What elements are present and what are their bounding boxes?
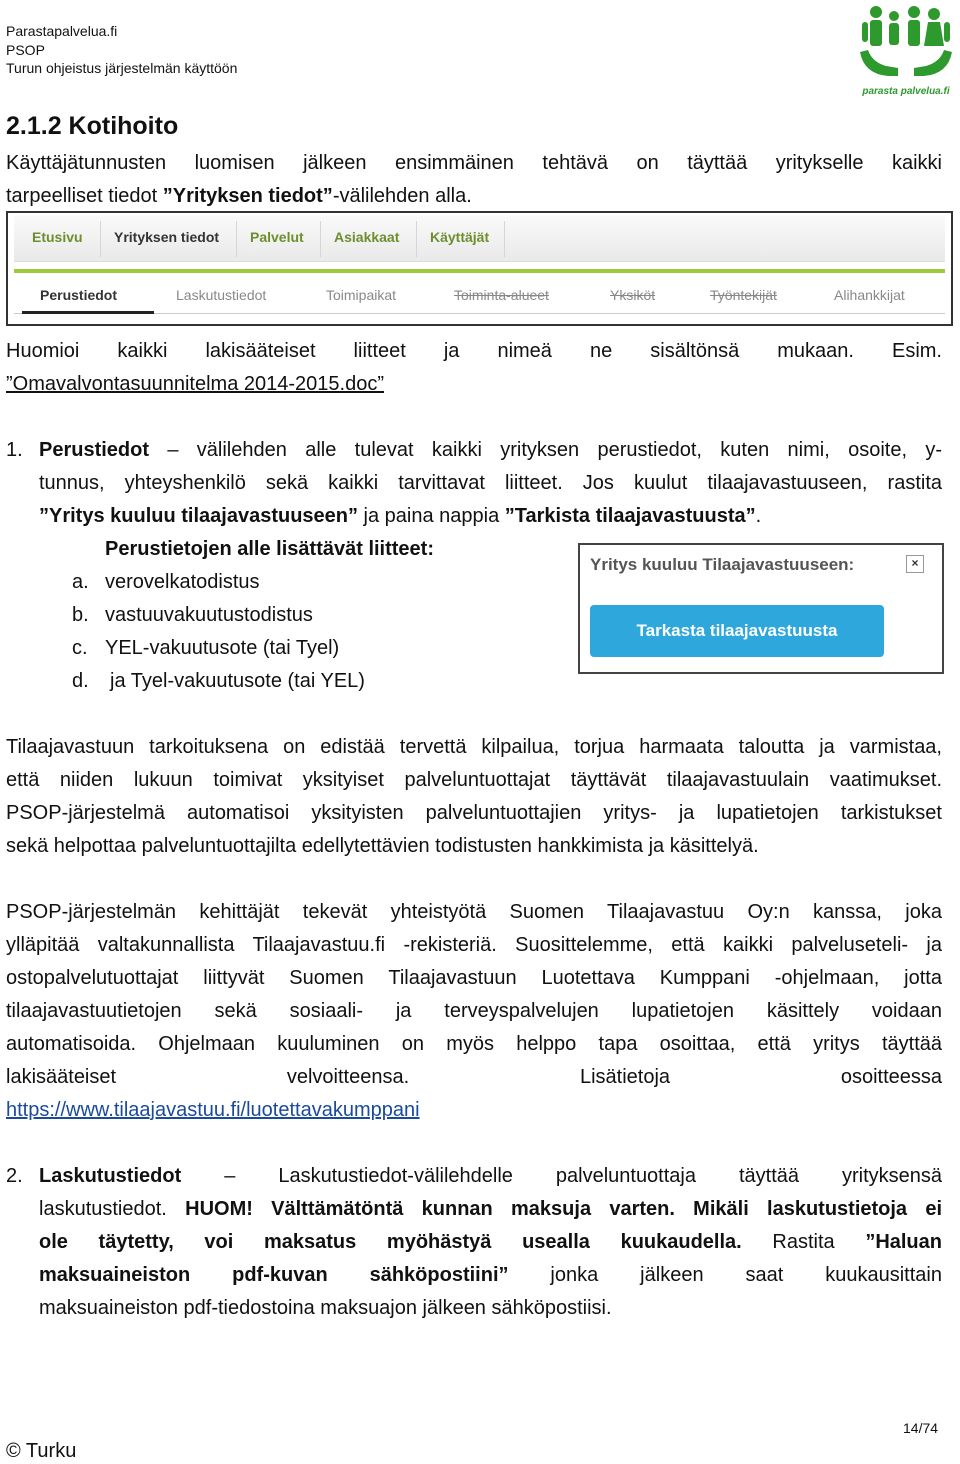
item1-checkbox-name: ”Yritys kuuluu tilaajavastuuseen” xyxy=(39,505,358,527)
kehittajat-line-1: PSOP-järjestelmän kehittäjät tekevät yhteistyötä Suomen Tilaajavastuu Oy:n kanssa, joka xyxy=(6,901,942,923)
item1-mid: ja paina nappia xyxy=(358,505,505,527)
tab-yrityksen-tiedot[interactable]: Yrityksen tiedot xyxy=(114,229,220,245)
item2-title: Laskutustiedot xyxy=(39,1165,182,1187)
subtab-yksikot[interactable]: Yksiköt xyxy=(610,287,656,303)
note-filename: ”Omavalvontasuunnitelma 2014-2015.doc” xyxy=(6,373,384,395)
tab-etusivu[interactable]: Etusivu xyxy=(32,229,83,245)
item1-title: Perustiedot xyxy=(39,439,150,461)
check-tilaajavastuu-button[interactable]: Tarkasta tilaajavastuusta xyxy=(590,605,884,657)
item1-end: . xyxy=(755,505,762,527)
tab-divider xyxy=(14,269,945,273)
item2-line4-text: jonka jälkeen saat kuukausittain xyxy=(508,1264,942,1286)
item2-warning: ole täytetty, voi maksatus myöhästyä usealla kuukaudella. xyxy=(39,1231,742,1253)
item2-text: – Laskutustiedot-välilehdelle palveluntuottaja täyttää yrityksensä xyxy=(181,1165,942,1187)
intro-text-end: -välilehden alla. xyxy=(332,185,472,207)
close-icon[interactable]: × xyxy=(906,555,924,573)
section-title: 2.1.2 Kotihoito xyxy=(6,112,179,140)
kehittajat-line-6: lakisääteiset velvoitteensa. Lisätietoja osoitteessa xyxy=(6,1066,942,1088)
item1-button-name: ”Tarkista tilaajavastuusta” xyxy=(504,505,756,527)
tilaajavastuu-label: Yritys kuuluu Tilaajavastuuseen: xyxy=(590,555,855,574)
subtab-alihankkijat[interactable]: Alihankkijat xyxy=(834,287,905,303)
subtab-toimipaikat[interactable]: Toimipaikat xyxy=(326,287,397,303)
people-hands-icon xyxy=(858,2,954,86)
intro-text: tarpeelliset tiedot xyxy=(6,185,163,207)
luotettava-kumppani-link[interactable]: https://www.tilaajavastuu.fi/luotettavakumppani xyxy=(6,1099,420,1121)
kehittajat-line-4: tilaajavastuutietojen sekä sosiaali- ja terveyspalvelujen lupatietojen käsittely voidaan xyxy=(6,1000,942,1022)
subtab-laskutustiedot[interactable]: Laskutustiedot xyxy=(176,287,267,303)
logo-caption: parasta palvelua.fi xyxy=(862,86,950,97)
tilaaja-line-4: sekä helpottaa palveluntuottajilta edellytettävien todistusten hankkimista ja käsittelyä. xyxy=(6,835,759,857)
intro-tab-name: ”Yrityksen tiedot” xyxy=(162,185,333,207)
item2-option-end: maksuaineiston pdf-kuvan sähköpostiini” xyxy=(39,1264,509,1286)
attachment-a: verovelkatodistus xyxy=(105,571,260,593)
item2-option-start: ”Haluan xyxy=(865,1231,942,1253)
item2-line-4 xyxy=(39,1259,942,1292)
parasta-palvelua-logo xyxy=(858,2,954,102)
page-number: 14/74 xyxy=(903,1420,939,1436)
kehittajat-line-5: automatisoida. Ohjelmaan kuuluminen on myös helppo tapa osoittaa, että yritys täyttää xyxy=(6,1033,942,1055)
header-line-site: Parastapalvelua.fi xyxy=(6,23,118,39)
item2-line2-text: laskutustiedot. xyxy=(39,1198,186,1220)
subtab-toiminta-alueet[interactable]: Toiminta-alueet xyxy=(454,287,549,303)
subtab-tyontekijat[interactable]: Työntekijät xyxy=(710,287,777,303)
tab-palvelut[interactable]: Palvelut xyxy=(250,229,304,245)
attachment-c: YEL-vakuutusote (tai Tyel) xyxy=(105,637,340,659)
kehittajat-link-line xyxy=(6,1094,420,1127)
item1-number: 1. xyxy=(6,439,23,461)
tab-asiakkaat[interactable]: Asiakkaat xyxy=(334,229,400,245)
item2-number: 2. xyxy=(6,1165,23,1187)
attachment-d-marker: d. xyxy=(72,670,89,692)
subtab-perustiedot[interactable]: Perustiedot xyxy=(40,287,118,303)
tilaaja-line-1: Tilaajavastuun tarkoituksena on edistää tervettä kilpailua, torjua harmaata taloutta ja varmistaa, xyxy=(6,736,942,758)
kehittajat-line-2: ylläpitää valtakunnallista Tilaajavastuu.fi -rekisteriä. Suosittelemme, että kaikki palveluseteli- ja xyxy=(6,934,942,956)
item2-huom: HUOM! Välttämätöntä kunnan maksuja varten. Mikäli laskutustietoja ei xyxy=(185,1198,942,1220)
attachment-b-marker: b. xyxy=(72,604,89,626)
note-line-1: Huomioi kaikki lakisääteiset liitteet ja nimeä ne sisältönsä mukaan. Esim. xyxy=(6,340,942,362)
tab-kayttajat[interactable]: Käyttäjät xyxy=(430,229,490,245)
tilaaja-line-3: PSOP-järjestelmä automatisoi yksityisten palveluntuottajien yritys- ja lupatietojen tarkistukset xyxy=(6,802,942,824)
attachment-d: ja Tyel-vakuutusote (tai YEL) xyxy=(110,670,365,692)
item1-line-1 xyxy=(39,434,942,467)
intro-line-2 xyxy=(6,180,942,213)
note-line-2 xyxy=(6,368,942,401)
attachment-c-marker: c. xyxy=(72,637,88,659)
active-subtab-indicator xyxy=(22,311,154,314)
item2-line-5: maksuaineiston pdf-tiedostoina maksuajon jälkeen sähköpostiisi. xyxy=(39,1297,612,1319)
item1-line-2: tunnus, yhteyshenkilö sekä kaikki tarvittavat liitteet. Jos kuulut tilaajavastuuseen, rastita xyxy=(39,472,942,494)
header-line-guide: Turun ohjeistus järjestelmän käyttöön xyxy=(6,60,238,76)
header-line-psop: PSOP xyxy=(6,41,45,58)
main-tab-bar xyxy=(14,215,945,262)
intro-line-1: Käyttäjätunnusten luomisen jälkeen ensimmäinen tehtävä on täyttää yritykselle kaikki xyxy=(6,152,942,174)
item1-text: – välilehden alle tulevat kaikki yrityksen perustiedot, kuten nimi, osoite, y- xyxy=(149,439,942,461)
page-header xyxy=(6,22,237,78)
tilaaja-line-2: että niiden lukuun toimivat yksityiset palveluntuottajat täyttävät tilaajavastuulain vaatimukset. xyxy=(6,769,942,791)
attachments-title: Perustietojen alle lisättävät liitteet: xyxy=(105,538,434,560)
attachment-b: vastuuvakuutustodistus xyxy=(105,604,313,626)
item2-line-1 xyxy=(39,1160,942,1193)
attachment-a-marker: a. xyxy=(72,571,89,593)
kehittajat-line-3: ostopalvelutuottajat liittyvät Suomen Tilaajavastuun Luotettava Kumppani -ohjelmaan, jotta xyxy=(6,967,942,989)
tilaajavastuu-screenshot xyxy=(578,543,944,674)
item2-rastita: Rastita xyxy=(741,1231,866,1253)
item2-line-2 xyxy=(39,1193,942,1226)
item1-line-3 xyxy=(39,500,942,533)
item2-line-3 xyxy=(39,1226,942,1259)
tabs-screenshot xyxy=(6,211,953,326)
footer-copyright: © Turku xyxy=(6,1440,77,1462)
